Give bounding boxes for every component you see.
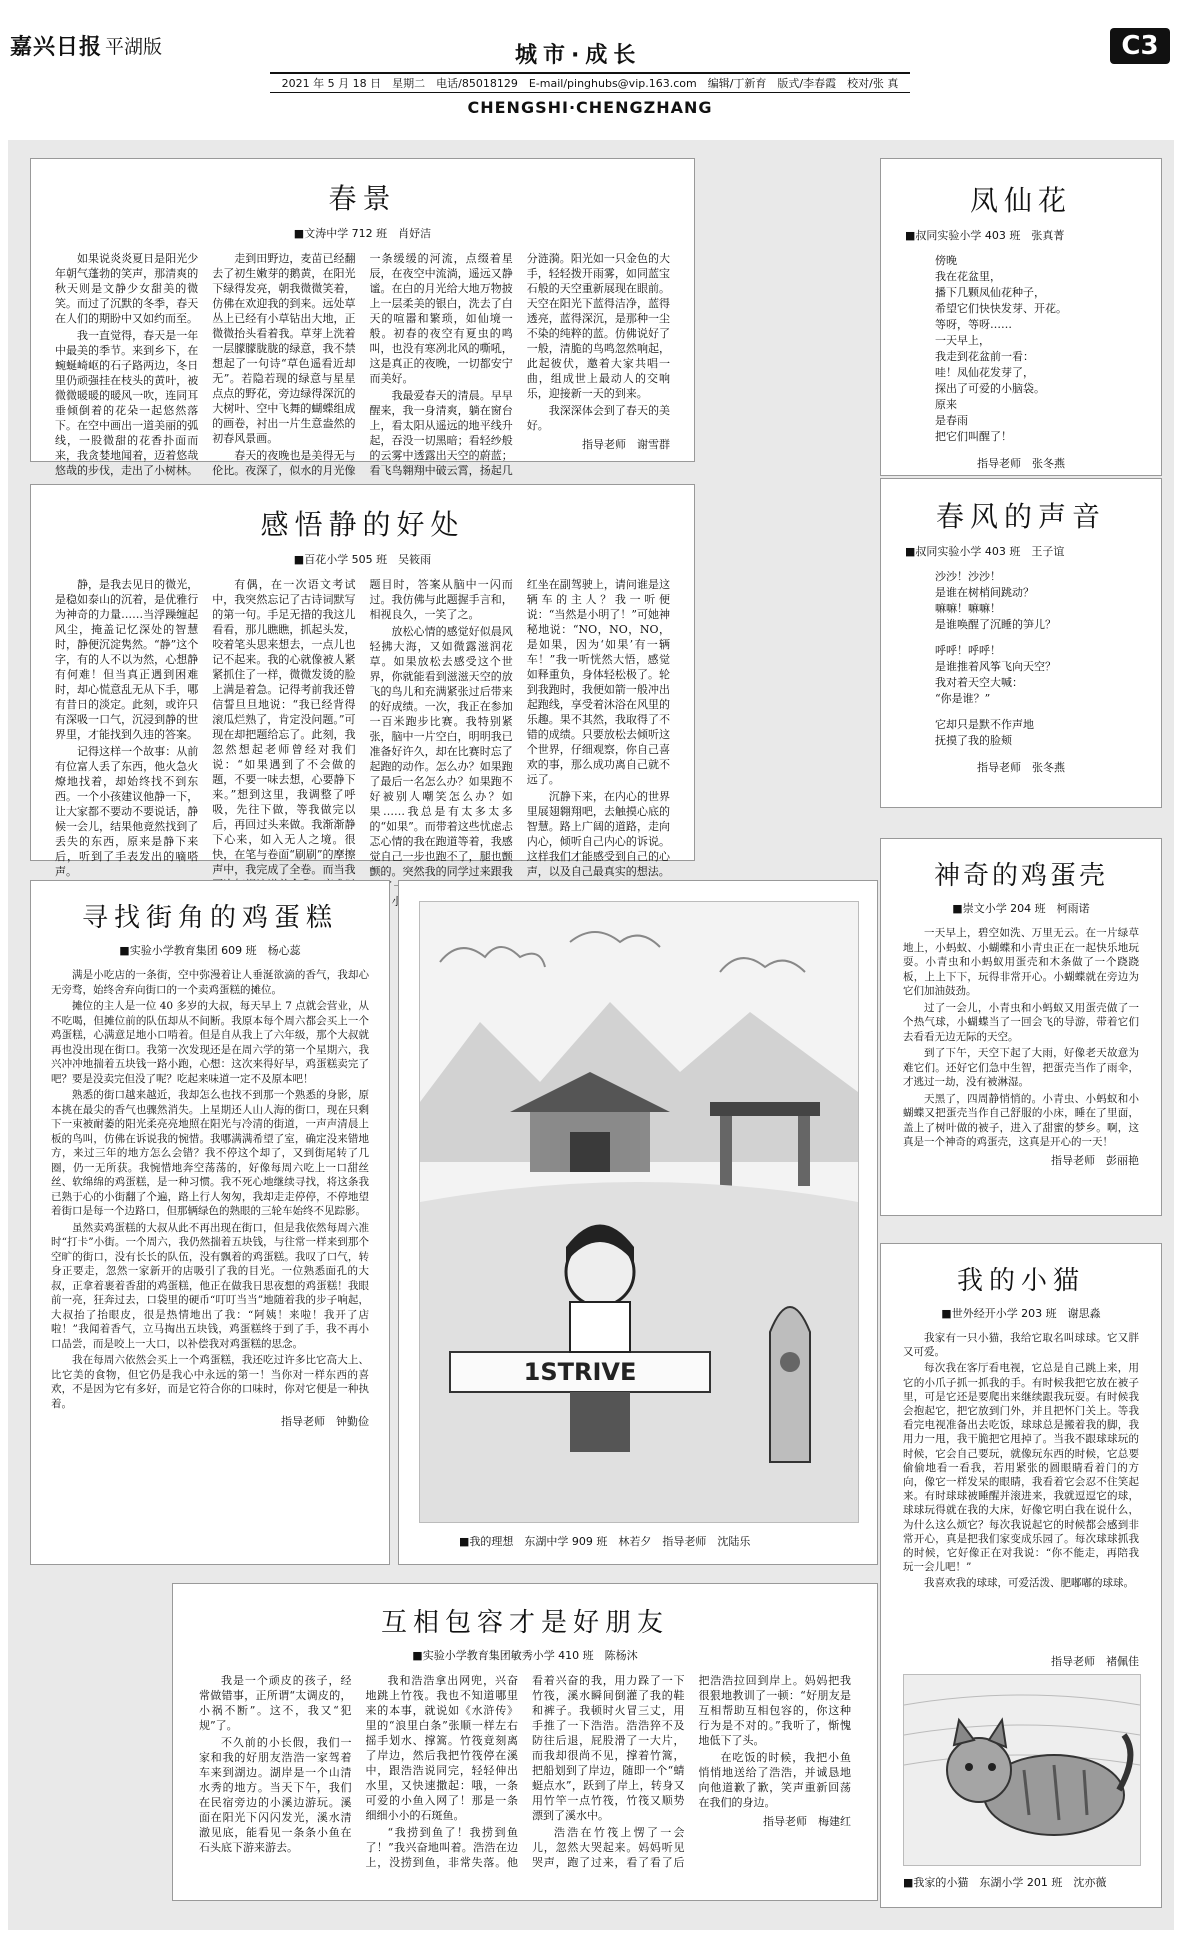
article-title: 寻找街角的鸡蛋糕: [81, 903, 338, 933]
article-haopengyou: [172, 1583, 878, 1901]
edition-label: 平湖版: [105, 36, 163, 58]
article-xiaomao: [880, 1243, 1162, 1908]
article-chunfeng: [880, 478, 1162, 808]
teacher-credit: 指导老师 钟勤俭: [281, 1415, 369, 1428]
article-body: [55, 577, 670, 909]
poem-line: 原来: [935, 398, 957, 411]
poem-line: 它却只是默不作声地: [935, 718, 1034, 731]
poem-line: 是春雨: [935, 414, 968, 427]
paragraph: 摊位的主人是一位 40 多岁的大叔，每天早上 7 点就会营业，从不吃喝，但摊位前的队伍却从不间断。我原本每个周六都会买上一个鸡蛋糕，心满意足地小口啃着。但是自从我上了六年级，那个大叔就再也没出现在街口。我第一次发现还是在周六学的第一个星期六，我兴冲冲地揣着五块钱一路小跑，心想：这次来得好早，鸡蛋糕卖完了吧？要是没卖完但没了呢？吃起来味道一定不及原本吧！: [51, 1000, 369, 1085]
paragraph: 记得这样一个故事：从前有位富人丢了东西，他火急火燎地找着，却始终找不到东西。一个小孩建议他静一下，让大家都不要动不要说话，静候一会儿，结果他竟然找到了丢失的东西，原来是静下来后，听到了手表发出的嘀嗒声。: [55, 745, 199, 878]
paragraph: 到了下午，天空下起了大雨，好像老天故意为难它们。还好它们急中生智，把蛋壳当作了雨伞，才逃过一劫，没有被淋湿。: [903, 1047, 1139, 1088]
teacher-credit: 指导老师 褚佩佳: [1051, 1655, 1139, 1668]
artwork-caption: ■我的理想 东湖中学 909 班 林若夕 指导老师 沈陆乐: [459, 1535, 751, 1548]
article-byline: ■叔同实验小学 403 班 王子谊: [905, 545, 1065, 558]
section-pinyin: CHENGSHI·CHENGZHANG: [467, 98, 713, 117]
article-title: 我的小猫: [956, 1266, 1085, 1296]
page-number-badge: C3: [1110, 28, 1170, 64]
drawing-illustration: [420, 902, 858, 1522]
poem-line: 傍晚: [935, 254, 957, 267]
teacher-credit: 指导老师 张冬燕: [977, 761, 1065, 774]
article-jidangao: [30, 880, 390, 1565]
poem-body: [935, 569, 1137, 749]
paragraph: 满是小吃店的一条街，空中弥漫着让人垂涎欲滴的香气，我却心无旁骛，始终舍弃向街口的一个卖鸡蛋糕的摊位。: [51, 969, 369, 996]
masthead-rule: [270, 72, 910, 74]
paragraph: “我捞到鱼了！我捞到鱼了！”我兴奋地叫着。浩浩在边上，没捞到鱼，非常失落。他看着兴奋的我，用力跺了一下竹筏，溪水瞬间倒灌了我的鞋和裤子。我顿时火冒三丈，用手推了一下浩浩。浩浩猝不及防往后退，屁股滑了一大片，而我却很尚不见，撑着竹篙，把船划到了岸边，随即一个“蜻蜓点水”，跃到了岸上，转身又用竹竿一点竹筏，竹筏又顺势漂到了溪水中。: [365, 1674, 685, 1869]
article-byline: ■世外经开小学 203 班 谢思淼: [941, 1307, 1101, 1320]
masthead: [0, 0, 1182, 118]
poem-line: 一天早上，: [935, 334, 990, 347]
poem-line: 是谁唤醒了沉睡的笋儿？: [935, 618, 1056, 631]
paragraph: 走到田野边，麦苗已经翻去了初生嫩芽的鹅黄，在阳光下绿得发亮，朝我微微笑着，仿佛在欢迎我的到来。远处草丛上已经有小草钻出大地，正微微抬头看着我。草芽上洗着一层朦朦胧胧的绿意，我不禁想起了一句诗“草色遥看近却无”。若隐若现的绿意与星星点点的野花，旁边绿得深沉的大树叶、空中飞舞的蝴蝶组成的画卷，衬出一片生意盎然的初春风景画。: [212, 252, 356, 445]
paragraph: 我深深体会到了春天的美好。: [526, 404, 670, 432]
teacher-credit: 指导老师 梅建红: [763, 1815, 851, 1828]
poem-line: 我走到花盆前一看：: [935, 350, 1034, 363]
teacher-credit: 指导老师 彭丽艳: [1051, 1153, 1139, 1167]
article-jingdehaochu: [30, 484, 695, 908]
article-byline: ■文涛中学 712 班 肖妤洁: [293, 227, 432, 240]
paragraph: 我最爱春天的清晨。早早醒来，我一身清爽，躺在窗台上，看太阳从遥远的地平线升起，吞没一切黑暗；看轻纱般的云雾中透露出天空的蔚蓝；看飞鸟翱翔中破云霄，扬起几分涟漪。阳光如一只金色的大手，轻轻拨开雨雾，如同蓝宝石般的天空重新展现在眼前。天空在阳光下蓝得洁净，蓝得透亮，蓝得深沉，是那种一尘不染的纯粹的蓝。仿佛说好了一般，清脆的鸟鸣忽然响起，此起彼伏，邀着大家共唱一曲，组成世上最动人的交响乐，迎接新一天的到来。: [369, 252, 670, 477]
paragraph: 在吃饭的时候，我把小鱼悄悄地送给了浩浩，并诚恳地向他道歉了歉，笑声重新回荡在我们的身边。: [698, 1751, 851, 1809]
poem-stanza-break: [935, 707, 1137, 717]
article-fengxianhua: [880, 158, 1162, 476]
article-byline: ■实验小学教育集团敏秀小学 410 班 陈杨沐: [412, 1649, 638, 1662]
poem-line: 我对着天空大喊：: [935, 676, 1023, 689]
masthead-info: 2021 年 5 月 18 日 星期二 电话/85018129 E-mail/pinghubs@vip.163.com 编辑/丁新育 版式/李春霞 校对/张 真: [281, 77, 899, 90]
artwork-caption: ■我家的小猫 东湖小学 201 班 沈亦薇: [903, 1876, 1107, 1889]
poem-line: 哇！凤仙花发芽了，: [935, 366, 1034, 379]
article-title: 感悟静的好处: [260, 508, 465, 541]
paragraph: 我在每周六依然会买上一个鸡蛋糕，我还吃过许多比它高大上、比它美的食物，但它仍是我心中永远的第一！当你对一样东西的喜欢，不是因为它有多好，而是它符合你的口味时，你对它便是一种执着。: [51, 1354, 369, 1410]
article-body: [55, 251, 670, 478]
paragraph: 我家有一只小猫，我给它取名叫球球。它又胖又可爱。: [903, 1332, 1139, 1359]
paragraph: 过了一会儿，小青虫和小蚂蚁又用蛋壳做了一个热气球，小蝴蝶当了一回会飞的导游，带着它们去看看无边无际的天空。: [903, 1001, 1139, 1043]
article-byline: ■叔同实验小学 403 班 张真菁: [905, 229, 1065, 242]
article-title: 互相包容才是好朋友: [380, 1608, 669, 1638]
poem-line: 沙沙！沙沙！: [935, 570, 1001, 583]
article-title: 神奇的鸡蛋壳: [933, 861, 1108, 891]
drawing-cat-illustration: [904, 1675, 1140, 1865]
paragraph: 每次我在客厅看电视，它总是自己跳上来，用它的小爪子抓一抓我的手。有时候我把它放在被子里，可是它还是要爬出来继续跟我玩耍。有时候我会抱起它，把它放到门外，并且把怀门关上。等我看完电视准备出去吃饭，球球总是搬着我的脚，我用力一甩，我干脆把它甩掉了。当我不跟球球玩的时候，它会自己要玩，就像玩东西的时候，它总要偷偷地看一看我，若用紧张的圆眼睛看着门的方向，像它一样发呆的眼睛，我看着它会忍不住笑起来。有时球球被睡醒并滚进来，我就逗逗它的球，球球玩得就在我的大床，好像它明白我在说什么，为什么这么烦它？每次我说起它的时候都会感到非常开心，真是把我们家变成乐园了。每次球球抓我的时候，它好像正在对我说：“你不能走，再陪我玩一会儿吧！”: [903, 1362, 1139, 1574]
paragraph: 熟悉的街口越来越近，我却怎么也找不到那一个熟悉的身影，原本挑在最尖的香气也骤然消失。上星期还人山人海的街口，现在只剩下一束被耐萎的阳光柔亮亮地照在阳光与冷清的街道，一声声清晨上板的鸟叫，仿佛在诉说我的惋惜。我哪满满希望了室，确定没来错地方，来过三年的地方怎么会错？我不停这个却了，又到街尾转了几圈，仍一无所获。我惋惜地奔空荡荡的，好像每周六吃上一口甜丝丝、软绵绵的鸡蛋糕，是一种习惯。我不死心地继续寻找，将这条我已熟于心的小街翻了个遍，路上行人匆匆，我却走走停停，不停地望着街口是每一个边路口，但那辆绿色的熟眼的三轮车始终不见踪影。: [51, 1089, 369, 1217]
poem-line: “你是谁？”: [935, 692, 991, 705]
drawing-banner-text: 1STRIVE: [523, 1358, 637, 1386]
paragraph: 放松心情的感觉好似晨风轻拂大海，又如微露滋润花草。如果放松去感受这个世界，你就能看到滋滋天空的放飞的鸟儿和充满紧张过后带来的好成绩。一次，我正在参加一百米跑步比赛。我特别紧张，脑中一片空白，明明我已准备好许久，却在比赛时忘了起跑的动作。怎么办？如果跑了最后一名怎么办？如果跑不好被别人嘲笑怎么办？如果……我总是有太多太多的“如果”。而带着这些忧虑忐忑心情的我在跑道等着，我感觉自己一步也跑不了，腿也颤颤的。突然我的同学过来跟我 了一 车，小明 红坐在副驾驶上，请问谁是这辆车的主人？我一听便说：“当然是小明了！”可她神秘地说：“NO，NO，NO，是如果，因为‘如果’有一辆车！”我一听恍然大悟，感觉如释重负，身体轻松极了。轮到我跑时，我便如箭一般冲出起跑线，享受着沐浴在风里的乐趣。果不其然，我取得了不错的成绩。只要放松去倾听这个世界，仔细观察，你自己喜欢的事，那么成功离自己就不远了。: [369, 578, 670, 908]
article-chunjing: [30, 158, 695, 477]
poem-line: 是谁推着风筝飞向天空？: [935, 660, 1056, 673]
paragraph: 我和浩浩拿出网兜，兴奋地跳上竹筏。我也不知道哪里来的本事，就说如《水浒传》里的“浪里白条”张顺一样左右摇手划水、撑篙。竹筏竟刻离了岸边，然后我把竹筏停在溪中，跟浩浩说同完，轻轻伸出水里，又快速撒起：哦，一条可爱的小鱼入网了！那是一条细细小小的石斑鱼。: [365, 1674, 518, 1822]
masthead-rule-thin: [270, 92, 910, 93]
paragraph: 浩浩在竹筏上愣了一会儿，忽然大哭起来。妈妈听见哭声，跑了过来，看了看了后把浩浩拉回到岸上。妈妈把我很狠地教训了一顿：“好朋友是互相帮助互相包容的，你这种行为是不对的。”我听了，惭愧地低下了头。: [532, 1674, 851, 1869]
teacher-credit: 指导老师 谢雪群: [582, 438, 670, 451]
paragraph: 不久前的小长假，我们一家和我的好朋友浩浩一家驾着车来到湖边。湖岸是一个山清水秀的地方。当天下午，我们在民宿旁边的小溪边游玩。溪面在阳光下闪闪发光，溪水清澈见底，能看见一条条小鱼在石头底下游来游去。: [199, 1736, 352, 1854]
paragraph: 如果说炎炎夏日是阳光少年朝气蓬勃的笑声，那清爽的秋天则是文静少女甜美的微笑。而过了沉默的冬季，春天在人们的期盼中又如约而至。: [55, 252, 199, 325]
poem-line: 等呀，等呀……: [935, 318, 1012, 331]
section-title: 城市·成长: [515, 43, 642, 68]
teacher-credit: 指导老师 张冬燕: [977, 457, 1065, 470]
poem-line: 我在花盆里，: [935, 270, 1001, 283]
paragraph: 虽然卖鸡蛋糕的大叔从此不再出现在街口，但是我依然每周六准时“打卡”小街。一个周六，我仍然揣着五块钱，与往常一样来到那个空旷的街口，没有长长的队伍，没有飘着的鸡蛋糕。我叹了口气，转身正要走，忽然一家新开的店吸引了我的目光。一位熟悉面孔的大叔，正拿着裹着香甜的鸡蛋糕，他正在做我日思夜想的鸡蛋糕！我眼前一亮，狂奔过去，口袋里的硬币“叮叮当当”地随着我的步子响起，大叔抬了抬眼皮，很是热情地出了我：“阿姨！来啦！我开了店啦！”我闻着香气，立马掏出五块钱，鸡蛋糕终于到了手，我不再小口品尝，而是咬上一大口，以补偿我对鸡蛋糕的思念。: [51, 1221, 369, 1350]
paragraph: 我一直觉得，春天是一年中最美的季节。来到乡下，在蜿蜒崎岖的石子路两边，冬日里仍顽强挂在枝头的黄叶，被微微暖暖的暖风一吹，连同耳垂倾倒着的花朵一起悠然落下。在空中画出一道美丽的弧线，一股微甜的花香扑面而来，我贪婪地闻着，迈着悠哉悠哉的步伐，走出了小树林。: [55, 329, 199, 477]
poem-body: [935, 253, 1137, 445]
paragraph: 我是一个顽皮的孩子，经常做错事，正所谓“太调皮的，小祸不断”。这不，我又“犯规”了。: [199, 1674, 352, 1732]
article-title: 春景: [328, 182, 397, 215]
poem-line: 探出了可爱的小脑袋。: [935, 382, 1045, 395]
paragraph: 春天的夜晚也是美得无与伦比。夜深了，似水的月光像一条缓缓的河流，点缀着星辰，在夜空中流淌，遥远又静谧。在白的月光给大地万物披上一层柔美的银白，洗去了白天的喧嚣和繁琐，如仙境一般。初春的夜空有夏虫的鸣叫，也没有寒冽北风的嘶吼，这是真正的夜晚，一切都安宁而美好。: [212, 252, 513, 477]
poem-line: 呼呼！呼呼！: [935, 644, 1001, 657]
poem-line: 希望它们快快发芽、开花。: [935, 302, 1067, 315]
paragraph: 有偶，在一次语文考试中，我突然忘记了古诗词默写的第一句。手足无措的我这儿看看，那儿瞧瞧，抓起头发，咬着笔头思来想去，一点儿也记不起来。我的心就像被人紧紧抓住了一样，微微发烫的脸上满是着急。记得考前我还曾信誓旦旦地说：“我已经背得滚瓜烂熟了，肯定没问题。”可现在却把题给忘了。此刻，我忽然想起老师曾经对我们说：“如果遇到了不会做的题，不要一味去想，心要静下来。”想到这里，我调整了呼吸，先往下做，等我做完以后，再回过头来做。我渐渐静下心来，如入无人之境。很快，在笔与卷面“刷刷”的摩擦声中，我完成了全卷。而当我 题目时，答案从脑中一闪而过。我仿佛与此题握手言和，相视良久，一笑了之。: [212, 578, 513, 876]
paragraph: 天黑了，四周静悄悄的。小青虫、小蚂蚁和小蝴蝶又把蛋壳当作自己舒服的小床，睡在了里面，盖上了树叶做的被子，进入了甜蜜的梦乡。啊，这真是一个神奇的鸡蛋壳，这真是开心的一天！: [903, 1092, 1139, 1148]
article-body: [903, 926, 1139, 1168]
drawing-my-dream: [419, 901, 859, 1523]
poem-line: 是谁在树梢间跳动？: [935, 586, 1034, 599]
article-byline: ■崇文小学 204 班 柯雨诺: [952, 902, 1090, 915]
paragraph: 我喜欢我的球球，可爱活泼、肥嘟嘟的球球。: [924, 1577, 1134, 1590]
paragraph: 静，是我去见日的微光，是稳如泰山的沉着，是优雅行为神奇的力量……当浮躁缠起风尘，掩盖记忆深处的智慧时，静便沉淀隽然。“静”这个字，有的人不以为然，心想静有何难！但当真正遇到困难时，却心慌意乱无从下手，哪有昔日的淡定。此刻，或许只有深吸一口气，沉浸到静的世界里，才能找到久违的答案。: [55, 578, 199, 741]
poem-line: 嘛嘛！嘛嘛！: [935, 602, 1001, 615]
poem-stanza-break: [935, 633, 1137, 643]
article-title: 凤仙花: [969, 184, 1072, 217]
article-body: [903, 1331, 1139, 1649]
article-byline: ■百花小学 505 班 吴筱雨: [293, 553, 432, 566]
paragraph: 一天早上，碧空如洗、万里无云。在一片绿草地上，小蚂蚁、小蝴蝶和小青虫正在一起快乐地玩耍。小青虫和小蚂蚁用蛋壳和木条做了一个跷跷板，上上下下，玩得非常开心。小蝴蝶就在旁边为它们加油鼓劲。: [903, 927, 1139, 997]
poem-line: 把它们叫醒了！: [935, 430, 1012, 443]
article-jidanke: [880, 838, 1162, 1216]
article-title: 春风的声音: [935, 500, 1106, 533]
poem-line: 抚摸了我的脸颊: [935, 734, 1012, 747]
paragraph: 沉静下来，在内心的世界里展翅翱翔吧，去触摸心底的智慧。路上广阔的道路，走向内心，倾听自己内心的诉说。这样我们才能感受到自己的心声，以及自己最真实的想法。: [526, 790, 670, 878]
paper-name: 嘉兴日报: [10, 34, 103, 60]
article-body: [199, 1673, 851, 1870]
article-body: [51, 968, 369, 1430]
artwork-panel-dream: [398, 880, 878, 1565]
poem-line: 播下几颗凤仙花种子，: [935, 286, 1045, 299]
article-byline: ■实验小学教育集团 609 班 杨心蕊: [119, 944, 301, 957]
drawing-my-cat: [903, 1674, 1141, 1866]
